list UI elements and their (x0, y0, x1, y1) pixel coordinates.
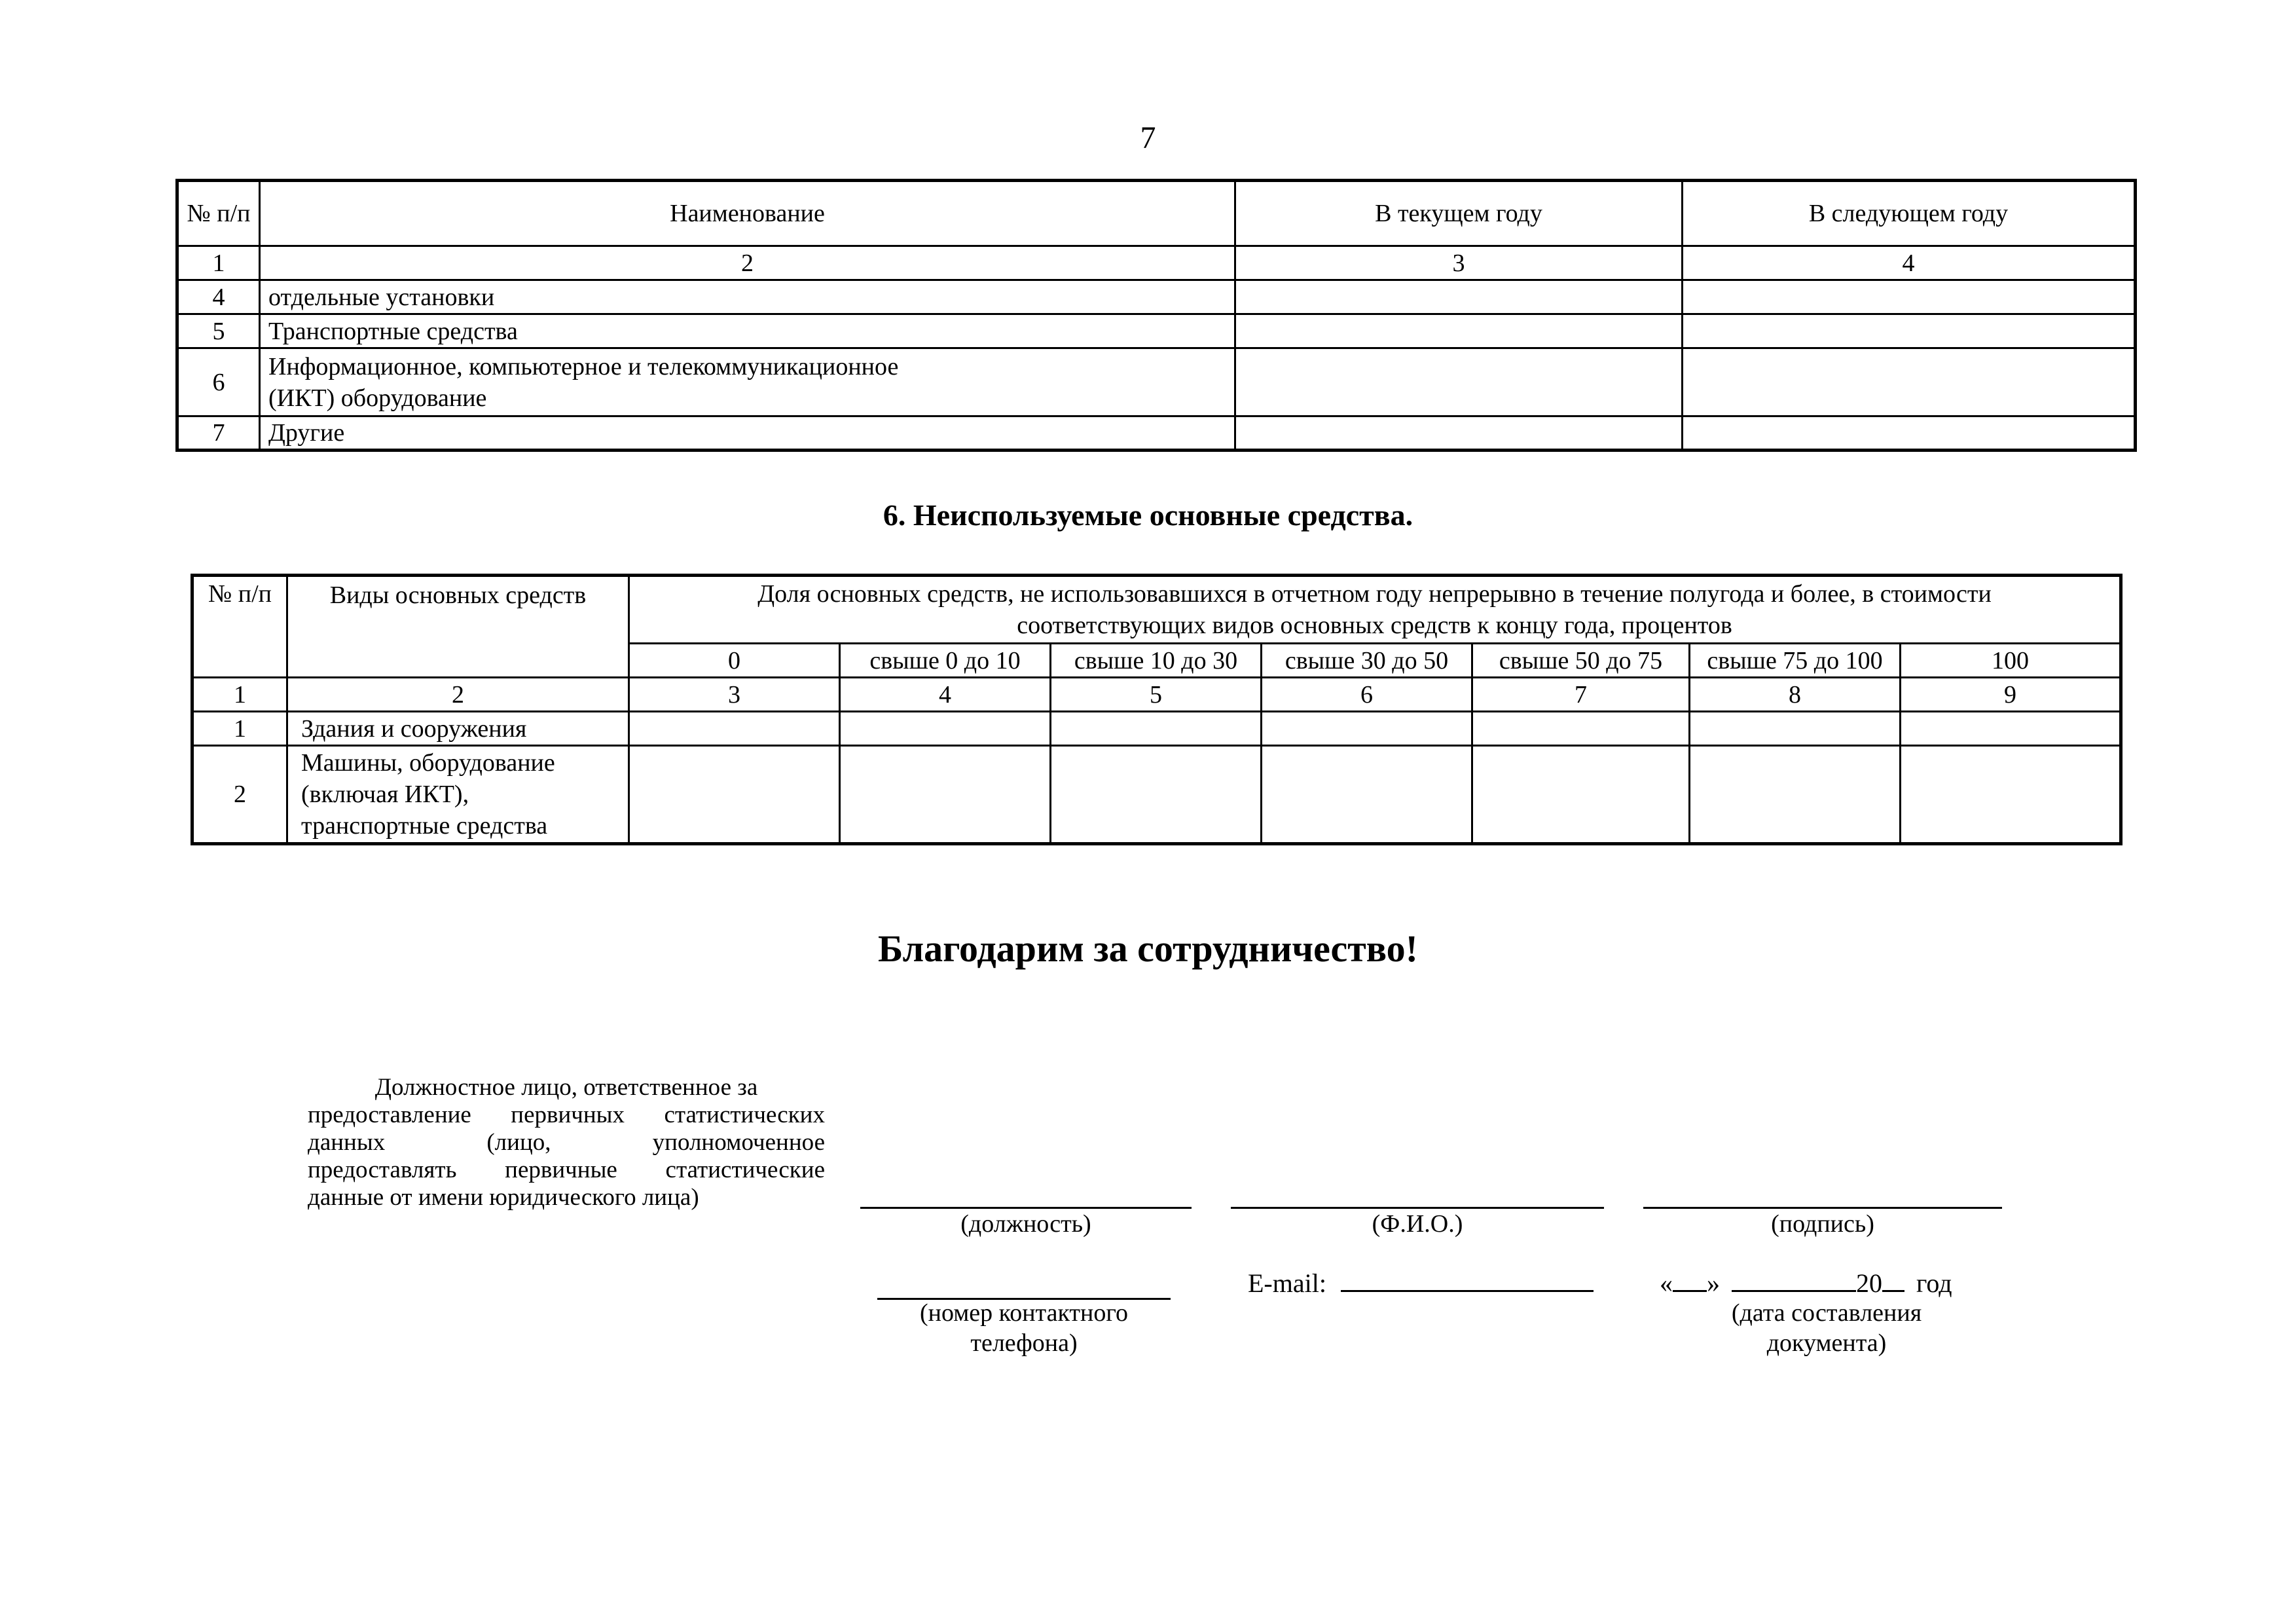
table-row (177, 348, 2136, 416)
value-cell[interactable] (1235, 416, 1683, 451)
col-number: 4 (1683, 246, 2136, 280)
col-number: 8 (1690, 678, 1901, 712)
col-number: 1 (192, 678, 287, 712)
col-header-current-year: В текущем году (1235, 181, 1683, 246)
responsible-person-note (308, 1074, 825, 1211)
row-number: 2 (192, 746, 287, 844)
row-number: 1 (192, 712, 287, 746)
col-number: 6 (1262, 678, 1472, 712)
col-header-num: № п/п (192, 576, 287, 678)
value-cell[interactable] (1051, 746, 1262, 844)
date-open-quote: « (1660, 1268, 1673, 1298)
value-cell[interactable] (629, 712, 840, 746)
table-row (192, 712, 2121, 746)
row-name: Транспортные средства (260, 314, 1235, 348)
row-number: 5 (177, 314, 260, 348)
col-subheader-share-range: 0 (629, 644, 840, 678)
row-number: 4 (177, 280, 260, 314)
value-cell[interactable] (1690, 712, 1901, 746)
col-subheader-share-range: свыше 50 до 75 (1472, 644, 1690, 678)
col-number: 2 (287, 678, 629, 712)
date-row (1660, 1268, 1952, 1299)
value-cell[interactable] (1051, 712, 1262, 746)
table-row (177, 280, 2136, 314)
col-header-unused-share: Доля основных средств, не использовавшихся в отчетном году непрерывно в течение полугода и более, в стоимости соответствующих видов основных средств к концу года, процентов (629, 576, 2121, 644)
table-row (177, 314, 2136, 348)
row-number: 6 (177, 348, 260, 416)
row-name: Информационное, компьютерное и телекоммуникационное (ИКТ) оборудование (260, 348, 1235, 416)
date-year-field[interactable] (1882, 1268, 1904, 1292)
date-year-prefix: 20 (1856, 1268, 1882, 1298)
value-cell[interactable] (1683, 280, 2136, 314)
date-caption-line: документа) (1766, 1329, 1887, 1357)
date-caption-line: (дата составления (1731, 1299, 1922, 1327)
value-cell[interactable] (1472, 712, 1690, 746)
col-number: 3 (629, 678, 840, 712)
date-month-field[interactable] (1732, 1268, 1856, 1292)
note-line: предоставлять первичные статистические (308, 1156, 825, 1183)
col-subheader-share-range: свыше 30 до 50 (1262, 644, 1472, 678)
col-number: 7 (1472, 678, 1690, 712)
col-subheader-share-range: свыше 0 до 10 (840, 644, 1051, 678)
note-line: данные от имени юридического лица) (308, 1184, 699, 1211)
signature-caption: (подпись) (1771, 1210, 1874, 1238)
col-subheader-share-range: 100 (1901, 644, 2121, 678)
date-day-field[interactable] (1673, 1268, 1707, 1292)
value-cell[interactable] (1262, 746, 1472, 844)
table-row (177, 416, 2136, 451)
value-cell[interactable] (1690, 746, 1901, 844)
col-subheader-share-range: свыше 75 до 100 (1690, 644, 1901, 678)
col-subheader-share-range: свыше 10 до 30 (1051, 644, 1262, 678)
col-header-num: № п/п (177, 181, 260, 246)
note-line: Должностное лицо, ответственное за (374, 1074, 758, 1101)
col-number: 2 (260, 246, 1235, 280)
row-name: Здания и сооружения (287, 712, 629, 746)
value-cell[interactable] (840, 712, 1051, 746)
table-row (192, 746, 2121, 844)
position-caption: (должность) (960, 1210, 1091, 1238)
value-cell[interactable] (1901, 712, 2121, 746)
email-row (1248, 1268, 1594, 1299)
value-cell[interactable] (1683, 314, 2136, 348)
phone-caption-line: (номер контактного (919, 1299, 1129, 1327)
phone-caption (877, 1298, 1171, 1358)
value-cell[interactable] (1683, 348, 2136, 416)
unused-assets-table (191, 574, 2123, 845)
date-year-word: год (1916, 1268, 1952, 1298)
email-label: E-mail: (1248, 1268, 1326, 1298)
email-field[interactable] (1341, 1268, 1594, 1292)
section-6-title: 6. Неиспользуемые основные средства. (883, 498, 1413, 532)
value-cell[interactable] (1683, 416, 2136, 451)
col-number: 5 (1051, 678, 1262, 712)
page-number: 7 (1140, 120, 1156, 155)
row-number: 7 (177, 416, 260, 451)
date-close-quote: » (1707, 1268, 1720, 1298)
value-cell[interactable] (1235, 280, 1683, 314)
value-cell[interactable] (1262, 712, 1472, 746)
value-cell[interactable] (1901, 746, 2121, 844)
col-header-next-year: В следующем году (1683, 181, 2136, 246)
value-cell[interactable] (1235, 314, 1683, 348)
value-cell[interactable] (1472, 746, 1690, 844)
thanks-heading: Благодарим за сотрудничество! (878, 927, 1418, 970)
note-line: предоставление первичных статистических (308, 1101, 825, 1128)
row-name: Машины, оборудование (включая ИКТ), транспортные средства (287, 746, 629, 844)
col-header-name: Наименование (260, 181, 1235, 246)
value-cell[interactable] (629, 746, 840, 844)
col-number: 1 (177, 246, 260, 280)
row-name: Другие (260, 416, 1235, 451)
full-name-caption: (Ф.И.О.) (1372, 1210, 1463, 1238)
col-header-asset-type: Виды основных средств (287, 576, 629, 678)
col-number: 9 (1901, 678, 2121, 712)
row-name: отдельные установки (260, 280, 1235, 314)
date-caption (1650, 1298, 2003, 1358)
note-line: данных (лицо, уполномоченное (308, 1129, 825, 1156)
col-number: 3 (1235, 246, 1683, 280)
value-cell[interactable] (1235, 348, 1683, 416)
value-cell[interactable] (840, 746, 1051, 844)
phone-caption-line: телефона) (970, 1329, 1078, 1357)
fixed-assets-table (175, 179, 2137, 452)
col-number: 4 (840, 678, 1051, 712)
